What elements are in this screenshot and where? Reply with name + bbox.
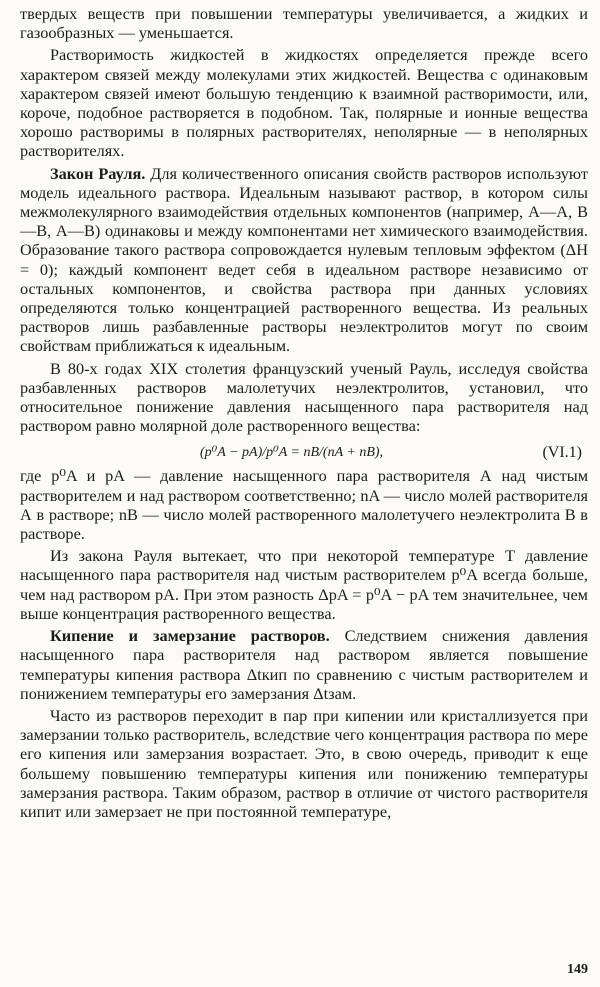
paragraph-raoult-history: В 80-х годах XIX столетия французский ученый Рауль, исследуя свойства разбавленных растворов малолетучих неэлектролитов, установил, что относительное понижение давления насыщенного пара растворителя над раствором равно молярной доле растворенного вещества: (20, 358, 588, 436)
paragraph-crystallization: Часто из растворов переходит в пар при кипении или кристаллизуется при замерзании только растворитель, вследствие чего концентрация раствора по мере его кипения или замерзания возрастает. Это, в свою очередь, приводит к еще большему повышению температуры кипения или понижению температуры замерзания раствора. Таким образом, раствор в отличие от чистого растворителя кипит или замерзает не при постоянной температуре, (20, 705, 588, 821)
formula-expression: (p⁰A − pA)/p⁰A = nB/(nA + nB), (200, 445, 384, 461)
paragraph-raoult-law (20, 164, 588, 356)
paragraph-boiling-body: Следствием снижения давления насыщенного пара растворителя над раствором является повышение температуры кипения раствора Δtкип по сравнению с чистым растворителем и понижением температуры его замерзания Δtзам. (20, 626, 588, 703)
formula-vi-1 (20, 439, 588, 466)
section-heading-boiling: Кипение и замерзание растворов. (50, 626, 330, 646)
paragraph-continuation: твердых веществ при повышении температуры увеличивается, а жидких и газообразных — уменьшается. (20, 4, 588, 43)
section-heading-raoult: Закон Рауля. (50, 163, 146, 183)
paragraph-formula-explanation: где p⁰A и pA — давление насыщенного пара растворителя А над чистым растворителем и над раствором соответственно; nA — число молей растворителя А в растворе; nB — число молей растворенного малолетучего неэлектролита В в растворе. (20, 466, 588, 544)
paragraph-liquid-solubility: Растворимость жидкостей в жидкостях определяется прежде всего характером связей между молекулами этих жидкостей. Вещества с одинаковым характером связей имеют большую тенденцию к взаимной растворимости, или, короче, подобное растворяется в подобном. Так, полярные и ионные вещества хорошо растворимы в полярных растворителях, неполярные — в неполярных растворителях. (20, 45, 588, 161)
formula-number: (VI.1) (542, 444, 582, 462)
page-number: 149 (567, 962, 588, 977)
paragraph-raoult-body: Для количественного описания свойств растворов используют модель идеального раствора. Идеальным называют раствор, в котором силы межмолекулярного взаимодействия отдельных компонентов (например, А—А, В—В, А—В) одинаковы и между компонентами нет химического взаимодействия. Образование такого раствора сопровождается нулевым тепловым эффектом (ΔH = 0); каждый компонент ведет себя в идеальном растворе независимо от остальных компонентов, и свойства раствора при данных условиях определяются только концентрацией растворенного вещества. Из реальных растворов лишь разбавленные растворы неэлектролитов могут по своим свойствам приближаться к идеальным. (20, 163, 588, 356)
paragraph-raoult-consequence: Из закона Рауля вытекает, что при некоторой температуре T давление насыщенного пара растворителя над чистым растворителем p⁰A всегда больше, чем над раствором pA. При этом разность ΔpA = p⁰A − pA тем значительнее, чем выше концентрация растворенного вещества. (20, 546, 588, 623)
paragraph-boiling-freezing (20, 626, 588, 703)
